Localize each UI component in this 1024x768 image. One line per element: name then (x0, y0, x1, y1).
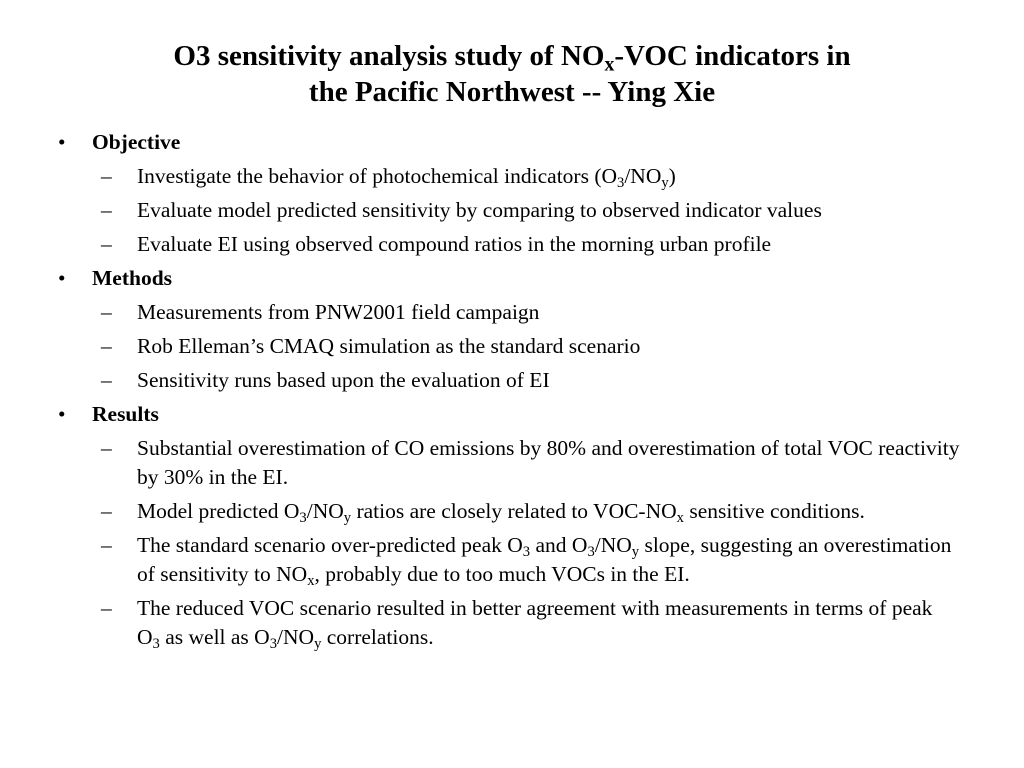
bullet-icon: • (58, 402, 66, 426)
title-subscript: x (604, 53, 615, 76)
subscript: 3 (152, 636, 160, 653)
text: sensitive conditions. (683, 499, 865, 523)
dash-icon: – (101, 533, 112, 557)
dash-icon: – (101, 334, 112, 358)
title-text: O3 sensitivity analysis study of NO (173, 40, 605, 72)
sub-bullet (0, 162, 1024, 191)
subscript: 3 (522, 544, 531, 561)
subscript: y (314, 636, 322, 653)
subscript: 3 (617, 175, 625, 192)
sub-bullet (0, 332, 1024, 361)
subscript: 3 (269, 636, 278, 653)
slide-body (0, 128, 1024, 657)
text: The reduced VOC scenario resulted in better agreement with measurements in terms of peak O (137, 596, 933, 649)
dash-icon: – (101, 499, 112, 523)
title-line-2: the Pacific Northwest -- Ying Xie (308, 76, 716, 108)
sub-bullet (0, 497, 1024, 526)
dash-icon: – (101, 436, 112, 460)
sub-bullet (0, 366, 1024, 395)
text: slope, suggesting an overestimation of sensitivity to NO (137, 533, 952, 586)
dash-icon: – (101, 596, 112, 620)
text: Rob Elleman’s CMAQ simulation as the standard scenario (137, 334, 641, 358)
sub-bullet (0, 434, 1024, 492)
text: Evaluate EI using observed compound ratios in the morning urban profile (137, 232, 772, 256)
text: Evaluate model predicted sensitivity by comparing to observed indicator values (137, 198, 822, 222)
subscript: y (631, 544, 640, 561)
text: ratios are closely related to VOC-NO (351, 499, 677, 523)
dash-icon: – (101, 368, 112, 392)
section-heading: Results (92, 402, 159, 426)
subscript: y (661, 175, 669, 192)
text: and O (530, 533, 588, 557)
bullet-results (0, 400, 1024, 429)
subscript: y (343, 510, 352, 527)
dash-icon: – (101, 164, 112, 188)
section-heading: Objective (92, 130, 181, 154)
text: correlations. (321, 625, 434, 649)
text: Substantial overestimation of CO emissions by 80% and overestimation of total VOC reactivity by 30% in the EI. (137, 436, 960, 489)
text: , probably due to too much VOCs in the EI. (314, 562, 690, 586)
sub-bullet (0, 531, 1024, 589)
section-heading: Methods (92, 266, 173, 290)
subscript: x (676, 510, 684, 527)
sub-bullet (0, 196, 1024, 225)
bullet-objective (0, 128, 1024, 157)
text: Investigate the behavior of photochemical indicators (O (137, 164, 618, 188)
text: /NO (624, 164, 662, 188)
sub-bullet (0, 298, 1024, 327)
slide-title (60, 38, 964, 110)
sub-bullet (0, 594, 1024, 652)
text: ) (668, 164, 676, 188)
subscript: x (307, 573, 315, 590)
title-line-1 (60, 38, 964, 74)
dash-icon: – (101, 300, 112, 324)
text: as well as O (159, 625, 270, 649)
text: Sensitivity runs based upon the evaluation of EI (137, 368, 550, 392)
text: /NO (594, 533, 632, 557)
sub-bullet (0, 230, 1024, 259)
bullet-icon: • (58, 130, 66, 154)
dash-icon: – (101, 198, 112, 222)
dash-icon: – (101, 232, 112, 256)
bullet-methods (0, 264, 1024, 293)
text: Measurements from PNW2001 field campaign (137, 300, 540, 324)
title-text: -VOC indicators in (614, 40, 851, 72)
text: Model predicted O (137, 499, 300, 523)
text: /NO (306, 499, 344, 523)
text: /NO (277, 625, 315, 649)
text: The standard scenario over-predicted peak O (137, 533, 523, 557)
bullet-icon: • (58, 266, 66, 290)
subscript: 3 (587, 544, 595, 561)
subscript: 3 (299, 510, 307, 527)
